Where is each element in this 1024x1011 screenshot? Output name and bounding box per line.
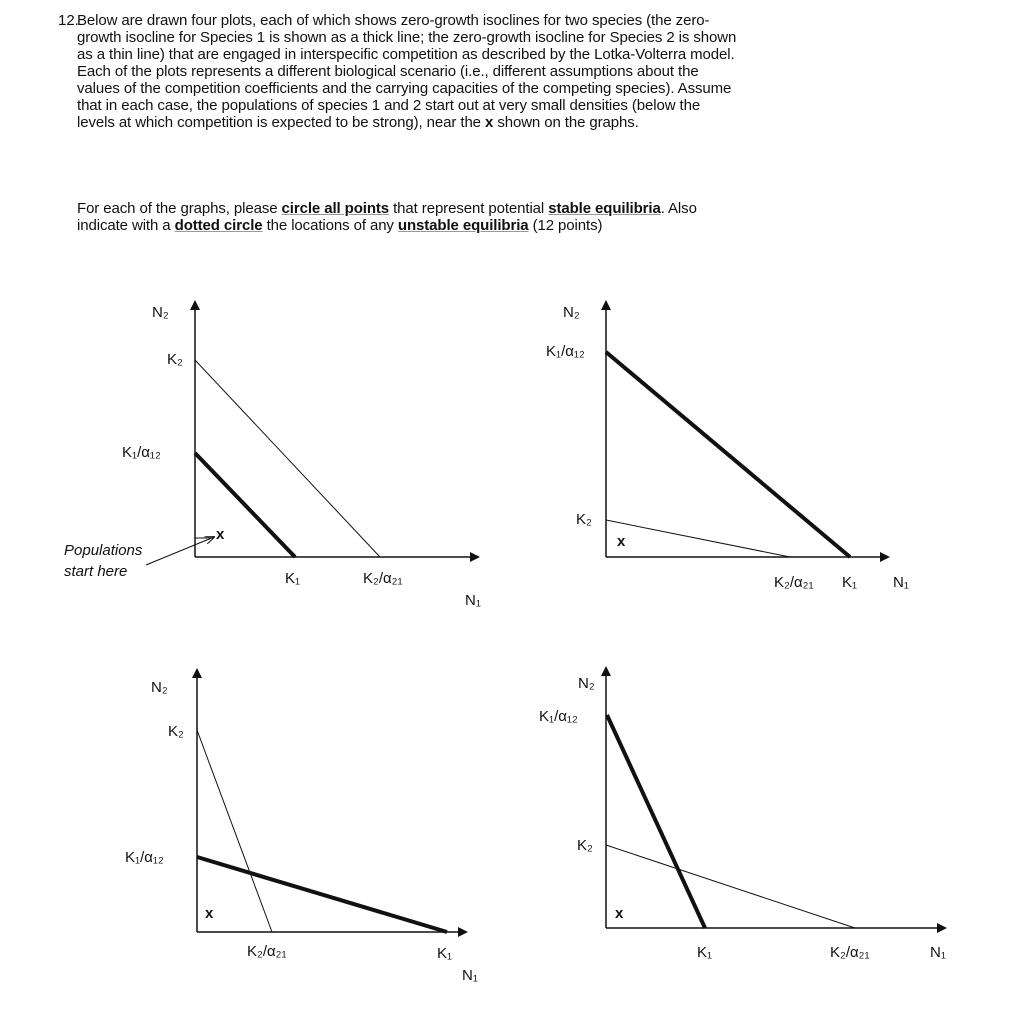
annotation-line2: start here bbox=[64, 563, 128, 580]
plot-1 bbox=[64, 302, 481, 609]
question-number: 12. bbox=[58, 12, 79, 29]
k1-label: K₁ bbox=[697, 944, 713, 961]
emphasis: dotted circle bbox=[174, 217, 263, 234]
k1-over-alpha12-label: K₁/α₁₂ bbox=[546, 343, 585, 360]
question-line: as a thin line) that are engaged in interspecific competition as described by the Lotka-Volterra model. bbox=[77, 46, 735, 63]
start-arrow bbox=[146, 537, 214, 565]
k2-label: K₂ bbox=[577, 837, 593, 854]
y-axis-label: N₂ bbox=[563, 304, 580, 321]
question-line: Each of the plots represents a different biological scenario (i.e., different assumptions about the bbox=[77, 63, 699, 80]
y-axis-label: N₂ bbox=[151, 679, 168, 696]
species1-isocline bbox=[607, 715, 705, 928]
k1-over-alpha12-label: K₁/α₁₂ bbox=[125, 849, 164, 866]
k1-over-alpha12-label: K₁/α₁₂ bbox=[539, 708, 578, 725]
k2-over-alpha21-label: K₂/α₂₁ bbox=[247, 943, 287, 960]
species2-isocline bbox=[606, 520, 790, 557]
question-line: Below are drawn four plots, each of which shows zero-growth isoclines for two species (the zero- bbox=[77, 12, 710, 29]
start-marker: x bbox=[205, 905, 214, 922]
text: the locations of any bbox=[262, 217, 398, 234]
k2-label: K₂ bbox=[576, 511, 592, 528]
k2-label: K₂ bbox=[168, 723, 184, 740]
text: (12 points) bbox=[528, 217, 603, 234]
text: . Also bbox=[660, 200, 697, 217]
k2-over-alpha21-label: K₂/α₂₁ bbox=[830, 944, 870, 961]
y-axis-label: N₂ bbox=[578, 675, 595, 692]
x-marker-text: x bbox=[485, 114, 494, 131]
text: For each of the graphs, please bbox=[77, 200, 282, 217]
k1-label: K₁ bbox=[842, 574, 858, 591]
x-axis-label: N₁ bbox=[462, 967, 478, 984]
species1-isocline bbox=[606, 352, 850, 557]
x-axis-label: N₁ bbox=[893, 574, 909, 591]
annotation-line1: Populations bbox=[64, 542, 143, 559]
question-line: values of the competition coefficients and the carrying capacities of the competing species). Assume bbox=[77, 80, 732, 97]
k1-label: K₁ bbox=[285, 570, 301, 587]
text: levels at which competition is expected to be strong), near the bbox=[77, 114, 485, 131]
start-marker: x bbox=[615, 905, 624, 922]
text: that represent potential bbox=[389, 200, 549, 217]
x-axis-label: N₁ bbox=[930, 944, 946, 961]
k2-over-alpha21-label: K₂/α₂₁ bbox=[774, 574, 814, 591]
k2-over-alpha21-label: K₂/α₂₁ bbox=[363, 570, 403, 587]
species2-isocline bbox=[606, 845, 855, 928]
emphasis: stable equilibria bbox=[548, 200, 661, 217]
emphasis: unstable equilibria bbox=[397, 217, 529, 234]
k1-over-alpha12-label: K₁/α₁₂ bbox=[122, 444, 161, 461]
k1-label: K₁ bbox=[437, 945, 453, 962]
species1-isocline bbox=[197, 857, 447, 932]
y-axis-label: N₂ bbox=[152, 304, 169, 321]
k2-label: K₂ bbox=[167, 351, 183, 368]
plot-4 bbox=[539, 668, 946, 961]
species1-isocline bbox=[195, 453, 295, 557]
species2-isocline bbox=[197, 730, 272, 932]
plot-2 bbox=[546, 302, 909, 591]
question-line: that in each case, the populations of species 1 and 2 start out at very small densities (below the bbox=[77, 97, 701, 114]
start-marker: x bbox=[216, 526, 225, 543]
plot-3 bbox=[125, 670, 478, 984]
text: shown on the graphs. bbox=[493, 114, 639, 131]
text: indicate with a bbox=[77, 217, 175, 234]
question-line: growth isocline for Species 1 is shown as a thick line; the zero-growth isocline for Species 2 is shown bbox=[77, 29, 737, 46]
start-marker: x bbox=[617, 533, 626, 550]
x-axis-label: N₁ bbox=[465, 592, 481, 609]
emphasis: circle all points bbox=[281, 200, 390, 217]
